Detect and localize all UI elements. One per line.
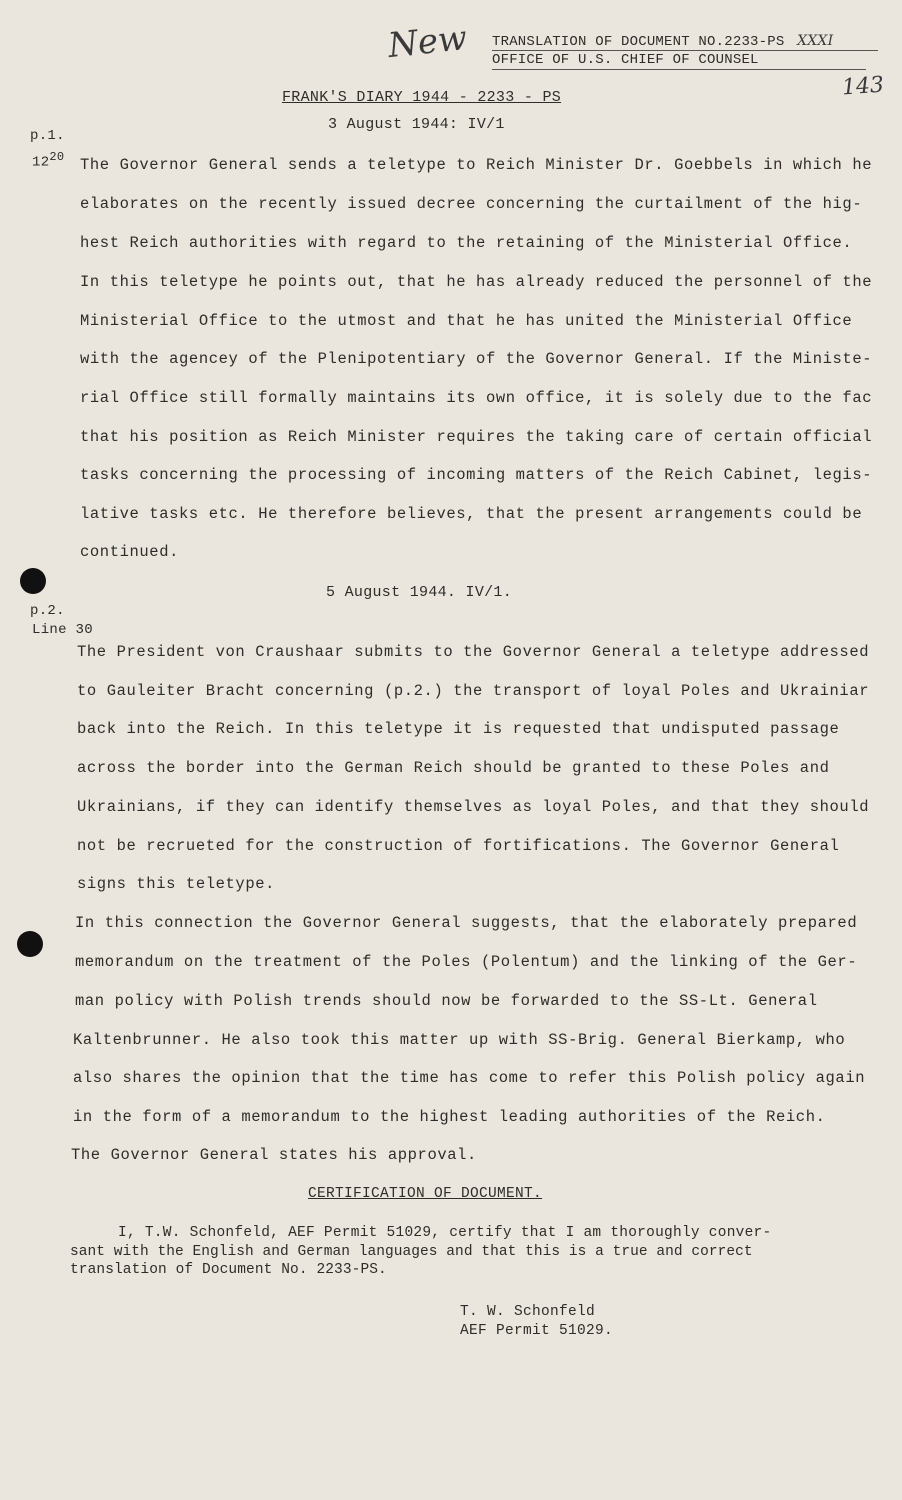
entry-1-line: with the agencey of the Plenipotentiary of the Governor General. If the Ministe- — [80, 350, 873, 368]
header-line-2: OFFICE OF U.S. CHIEF OF COUNSEL — [492, 52, 759, 68]
header-line-1: TRANSLATION OF DOCUMENT NO.2233-PS XXXI — [492, 33, 834, 50]
handwritten-roman-suffix: XXXI — [797, 33, 834, 49]
entry-2-line: The President von Craushaar submits to the Governor General a teletype addressed — [77, 643, 870, 661]
entry-2-date: 5 August 1944. IV/1. — [326, 584, 513, 601]
entry-1-line: continued. — [80, 543, 180, 561]
entry-1-line: lative tasks etc. He therefore believes, that the present arrangements could be — [80, 505, 863, 523]
entry-2-line: not be recrueted for the construction of fortifications. The Governor General — [77, 837, 840, 855]
diary-title: FRANK'S DIARY 1944 - 2233 - PS — [282, 89, 562, 106]
entry-1-line: Ministerial Office to the utmost and that he has united the Ministerial Office — [80, 312, 853, 330]
certification-heading: CERTIFICATION OF DOCUMENT. — [308, 1186, 543, 1202]
margin-note-time: $12^{20}$ — [32, 150, 65, 171]
entry-2-line: to Gauleiter Bracht concerning (p.2.) the transport of loyal Poles and Ukrainiar — [77, 682, 870, 700]
handwritten-page-number: 143 — [841, 72, 885, 101]
entry-2-line: in the form of a memorandum to the highest leading authorities of the Reich. — [73, 1108, 826, 1126]
entry-1-date: 3 August 1944: IV/1 — [328, 116, 505, 133]
entry-1-line: hest Reich authorities with regard to the retaining of the Ministerial Office. — [80, 234, 853, 252]
entry-1-line: tasks concerning the processing of incoming matters of the Reich Cabinet, legis- — [80, 466, 873, 484]
entry-2-line: across the border into the German Reich should be granted to these Poles and — [77, 759, 830, 777]
handwritten-new-mark: New — [386, 17, 469, 67]
entry-1-line: that his position as Reich Minister requires the taking care of certain official — [80, 428, 873, 446]
entry-2-line: The Governor General states his approval. — [71, 1146, 477, 1164]
entry-1-line: rial Office still formally maintains its own office, it is solely due to the fac — [80, 389, 873, 407]
entry-2-line: Kaltenbrunner. He also took this matter up with SS-Brig. General Bierkamp, who — [73, 1031, 846, 1049]
entry-1-line: elaborates on the recently issued decree concerning the curtailment of the hig- — [80, 195, 863, 213]
certification-line: sant with the English and German languages and that this is a true and correct — [70, 1244, 753, 1260]
margin-note-p2: p.2. — [30, 603, 65, 619]
entry-2-line: signs this teletype. — [77, 875, 276, 893]
entry-2-line: In this connection the Governor General suggests, that the elaborately prepared — [75, 914, 858, 932]
entry-2-line: also shares the opinion that the time has come to refer this Polish policy again — [73, 1069, 866, 1087]
entry-1-line: In this teletype he points out, that he has already reduced the personnel of the — [80, 273, 873, 291]
signature-permit: AEF Permit 51029. — [460, 1323, 614, 1339]
header-rule-2 — [492, 69, 866, 70]
certification-line: translation of Document No. 2233-PS. — [70, 1262, 387, 1278]
entry-2-line: memorandum on the treatment of the Poles (Polentum) and the linking of the Ger- — [75, 953, 858, 971]
margin-note-line30: Line 30 — [32, 622, 93, 638]
entry-2-line: man policy with Polish trends should now be forwarded to the SS-Lt. General — [75, 992, 818, 1010]
header-rule-1 — [492, 50, 878, 51]
margin-note-p1: p.1. — [30, 128, 65, 144]
signature-name: T. W. Schonfeld — [460, 1304, 596, 1320]
entry-2-line: back into the Reich. In this teletype it is requested that undisputed passage — [77, 720, 840, 738]
entry-1-line: The Governor General sends a teletype to Reich Minister Dr. Goebbels in which he — [80, 156, 873, 174]
punch-hole-bottom — [17, 931, 43, 957]
certification-line: I, T.W. Schonfeld, AEF Permit 51029, certify that I am thoroughly conver- — [118, 1225, 772, 1241]
punch-hole-top — [20, 568, 46, 594]
entry-2-line: Ukrainians, if they can identify themselves as loyal Poles, and that they should — [77, 798, 870, 816]
